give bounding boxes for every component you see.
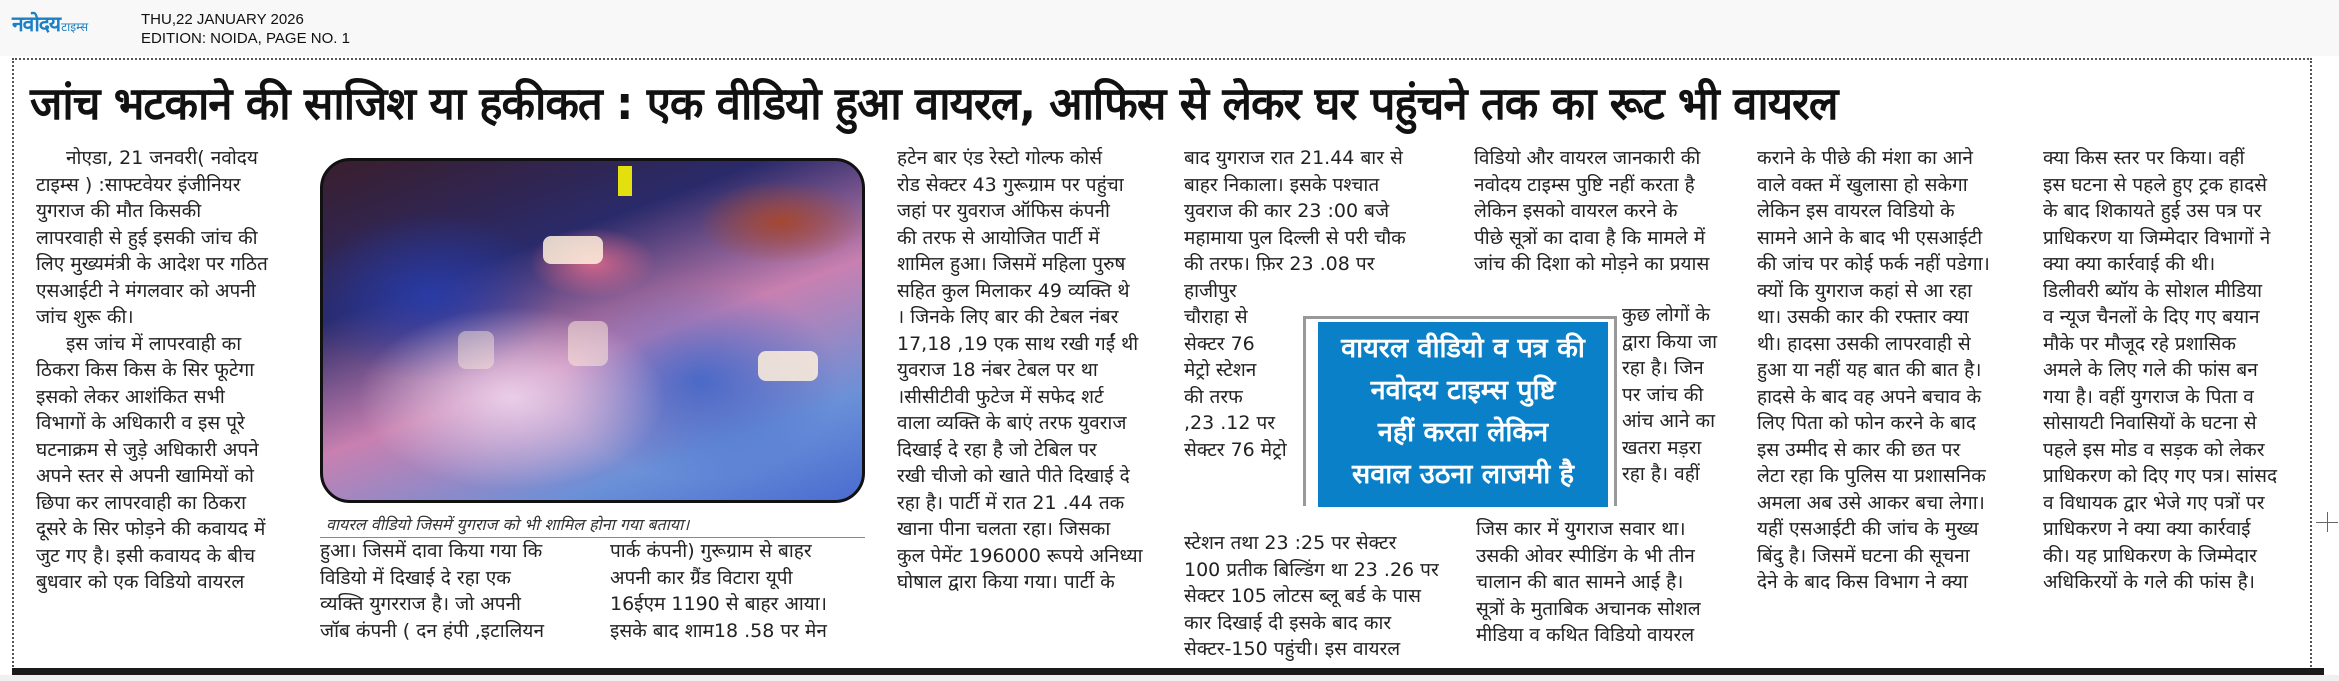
text-line: नवोदय टाइम्स पुष्टि नहीं करता है	[1474, 173, 1695, 196]
pullquote-line: सवाल उठना लाजमी है	[1351, 459, 1575, 490]
cctv-still-image	[320, 158, 865, 503]
text-line: बाद युगराज रात 21.44 बार से	[1184, 147, 1403, 169]
text-line: पार्क कंपनी) गुरूग्राम से बाहर	[610, 540, 812, 562]
text-line: पीछे सूत्रों का दावा है कि मामले में	[1474, 226, 1706, 249]
text-line: खतरा मड़रा	[1622, 436, 1702, 459]
text-line: एसआईटी ने मंगलवार को अपनी	[36, 279, 256, 302]
text-line: मौके पर मौजूद रहे प्रशासिक	[2043, 332, 2236, 355]
pullquote-line: वायरल वीडियो व पत्र की	[1341, 333, 1585, 364]
text-line: अपनी कार ग्रैंड विटारा यूपी	[610, 566, 793, 589]
text-line: जॉब कंपनी ( दन हंपी ,इटालियन	[320, 619, 544, 642]
text-line: नोएडा, 21 जनवरी( नवोदय	[66, 147, 258, 169]
article-column-2a	[320, 538, 590, 644]
text-line: सूत्रों के मुताबिक अचानक सोशल	[1476, 597, 1701, 620]
text-line: घटनाक्रम से जुड़े अधिकारी अपने	[36, 438, 259, 461]
text-line: ,23 .12 पर	[1184, 412, 1276, 434]
photo-caption: वायरल वीडियो जिसमें युगराज को भी शामिल होना गया बताया।	[320, 513, 865, 538]
text-line: की तरफ। फ़िर 23 .08 पर	[1184, 253, 1375, 275]
text-line: कार दिखाई दी इसके बाद कार	[1184, 611, 1392, 634]
text-line: विडियो और वायरल जानकारी की	[1474, 147, 1701, 169]
text-line: युगराज की मौत किसकी	[36, 200, 202, 222]
text-line: आंच आने का	[1622, 410, 1716, 432]
photo-object	[543, 236, 603, 264]
text-line: पहले इस मोड व सड़क को लेकर	[2043, 438, 2265, 461]
text-line: प्राधिकरण ने क्या क्या कार्रवाई	[2043, 518, 2251, 540]
article-column-6	[1757, 145, 2037, 596]
text-line: जांच शुरू की।	[36, 306, 134, 328]
text-line: पर जांच की	[1622, 383, 1704, 406]
pullquote-line: नहीं करता लेकिन	[1377, 417, 1549, 448]
text-line: यहीं एसआईटी की जांच के मुख्य	[1757, 518, 1979, 540]
text-line: चालान की बात सामने आई है।	[1476, 571, 1684, 593]
text-line: कराने के पीछे की मंशा का आने	[1757, 147, 1973, 169]
text-line: सेक्टर-150 पहुंची। इस वायरल	[1184, 638, 1401, 660]
text-line: जुट गए है। इसी कवायद के बीच	[36, 544, 256, 567]
text-line: दूसरे के सिर फोड़ने की कवायद में	[36, 518, 266, 540]
text-line: द्वारा किया जा	[1622, 330, 1718, 353]
text-line: वाला व्यक्ति के बाएं तरफ युवराज	[897, 412, 1127, 434]
pullquote-box	[1318, 322, 1608, 507]
logo-sub-text: टाइम्स	[61, 20, 89, 34]
text-line: विडियो में दिखाई दे रहा एक	[320, 566, 511, 589]
text-line: हाजीपुर	[1184, 279, 1237, 302]
newspaper-logo[interactable]	[12, 10, 88, 34]
text-line: क्यों कि युगराज कहां से आ रहा	[1757, 279, 1973, 302]
photo-object	[458, 331, 494, 369]
text-line: इस घटना से पहले हुए ट्रक हादसे	[2043, 173, 2267, 196]
photo-object	[758, 351, 818, 381]
text-line: बाहर निकाला। इसके पश्चात	[1184, 173, 1380, 196]
text-line: लिए मुख्यमंत्री के आदेश पर गठित	[36, 253, 268, 275]
article-column-2b	[610, 538, 870, 644]
text-line: अधिकिरयों के गले की फांस है।	[2043, 571, 2255, 593]
article-column-5	[1474, 145, 1744, 278]
text-line: 16ईएम 1190 से बाहर आया।	[610, 593, 827, 615]
text-line: रहा है। जिन	[1622, 357, 1704, 379]
pullquote-line: नवोदय टाइम्स पुष्टि	[1370, 375, 1556, 406]
text-line: लेकिन इस वायरल विडियो के	[1757, 200, 1955, 222]
text-line: सोसायटी निवासियों के घटना से	[2043, 412, 2257, 434]
text-line: प्राधिकरण या जिम्मेदार विभागों ने	[2043, 226, 2271, 249]
text-line: सेक्टर 76 मेट्रो	[1184, 438, 1287, 461]
text-line: कुछ लोगों के	[1622, 304, 1711, 326]
text-line: इसके बाद शाम18 .58 पर मेन	[610, 619, 827, 642]
text-line: गया है। वहीं युगराज के पिता व	[2043, 385, 2254, 408]
text-line: रहा है। पार्टी में रात 21 .44 तक	[897, 491, 1125, 514]
article-headline: जांच भटकाने की साजिश या हकीकत : एक वीडियो हुआ वायरल, आफिस से लेकर घर पहुंचने तक का रूट भी वायरल	[30, 77, 1838, 130]
text-line: अमला अब उसे आकर बचा लेगा।	[1757, 491, 1985, 514]
text-line: स्टेशन तथा 23 :25 पर सेक्टर	[1184, 532, 1397, 554]
text-line: । जिनके लिए बार की टेबल नंबर	[897, 306, 1119, 328]
article-column-7	[2043, 145, 2323, 596]
text-line: व विधायक द्वार भेजे गए पत्रों पर	[2043, 491, 2265, 514]
text-line: जिस कार में युगराज सवार था।	[1476, 518, 1686, 540]
text-line: विभागों के अधिकारी व इस पूरे	[36, 412, 245, 434]
text-line: की। यह प्राधिकरण के जिम्मेदार	[2043, 544, 2257, 567]
text-line: सहित कुल मिलाकर 49 व्यक्ति थे	[897, 279, 1130, 302]
text-line: व्यक्ति युगरराज है। जो अपनी	[320, 593, 521, 615]
article-column-1	[36, 145, 306, 596]
edition-info	[141, 10, 350, 48]
text-line: अमले के लिए गले की फांस बन	[2043, 359, 2258, 381]
article-photo[interactable]	[320, 158, 865, 503]
edition-date: THU,22 JANUARY 2026	[141, 11, 304, 28]
photo-object	[618, 166, 632, 196]
text-line: टाइम्स ) :साफ्टवेयर इंजीनियर	[36, 173, 241, 196]
epaper-header	[0, 0, 2339, 56]
text-line: युवराज की कार 23 :00 बजे	[1184, 200, 1390, 222]
text-line: छिपा कर लापरवाही का ठिकरा	[36, 491, 247, 514]
text-line: युवराज 18 नंबर टेबल पर था	[897, 359, 1098, 381]
crop-crosshair-icon	[2327, 512, 2328, 532]
text-line: इस उम्मीद से कार की छत पर	[1757, 438, 1961, 461]
article-column-5-bottom	[1476, 516, 1746, 649]
text-line: ।सीसीटीवी फुटेज में सफेद शर्ट	[897, 385, 1104, 408]
text-line: वाले वक्त में खुलासा हो सकेगा	[1757, 173, 1968, 196]
text-line: डिलीवरी ब्यॉय के सोशल मीडिया	[2043, 279, 2263, 302]
text-line: प्राधिकरण को दिए गए पत्र। सांसद	[2043, 465, 2278, 487]
text-line: रखी चीजो को खाते पीते दिखाई दे	[897, 465, 1130, 487]
text-line: सामने आने के बाद भी एसआईटी	[1757, 226, 1983, 249]
text-line: महामाया पुल दिल्ली से परी चौक	[1184, 226, 1406, 249]
text-line: व न्यूज चैनलों के दिए गए बयान	[2043, 306, 2260, 328]
text-line: देने के बाद किस विभाग ने क्या	[1757, 571, 1968, 593]
text-line: हादसे के बाद वह अपने बचाव के	[1757, 385, 1982, 408]
text-line: चौराहा से	[1184, 306, 1248, 328]
text-line: सेक्टर 105 लोटस ब्लू बर्ड के पास	[1184, 585, 1421, 607]
text-line: बुधवार को एक विडियो वायरल	[36, 571, 245, 593]
text-line: अपने स्तर से अपनी खामियों को	[36, 465, 254, 487]
text-line: हटेन बार एंड रेस्टो गोल्फ कोर्स	[897, 147, 1103, 169]
text-line: लेटा रहा कि पुलिस या प्रशासनिक	[1757, 465, 1986, 487]
text-line: थी। हादसा उसकी लापरवाही से	[1757, 332, 1971, 355]
edition-page: EDITION: NOIDA, PAGE NO. 1	[141, 30, 350, 47]
text-line: बिंदु है। जिसमें घटना की सूचना	[1757, 544, 1970, 567]
bottom-rule-divider	[12, 668, 2324, 675]
article-column-3	[897, 145, 1187, 596]
text-line: रहा है। वहीं	[1622, 463, 1700, 485]
article-column-4-bottom	[1184, 530, 1464, 663]
text-line: 17,18 ,19 एक साथ रखी गईं थी	[897, 332, 1139, 355]
text-line: ठिकरा किस किस के सिर फूटेगा	[36, 359, 255, 381]
text-line: सेक्टर 76	[1184, 332, 1255, 355]
text-line: जहां पर युवराज ऑफिस कंपनी	[897, 200, 1110, 222]
text-line: क्या किस स्तर पर किया। वहीं	[2043, 147, 2245, 169]
text-line: लिए पिता को फोन करने के बाद	[1757, 412, 1976, 434]
text-line: कुल पेमेंट 196000 रूपये अनिध्या	[897, 544, 1143, 567]
text-line: हुआ। जिसमें दावा किया गया कि	[320, 540, 543, 562]
text-line: के बाद शिकायते हुई उस पत्र पर	[2043, 200, 2262, 222]
text-line: लेकिन इसको वायरल करने के	[1474, 200, 1678, 222]
text-line: घोषाल द्वारा किया गया। पार्टी के	[897, 571, 1115, 593]
logo-main-text: नवोदय	[12, 12, 61, 36]
next-article-strip	[0, 675, 2339, 681]
text-line: शामिल हुआ। जिसमें महिला पुरुष	[897, 253, 1126, 275]
text-line: इसको लेकर आशंकित सभी	[36, 385, 225, 408]
text-line: मेट्रो स्टेशन	[1184, 359, 1257, 381]
text-line: था। उसकी कार की रफ्तार क्या	[1757, 306, 1969, 328]
text-line: मीडिया व कथित विडियो वायरल	[1476, 624, 1695, 646]
article-column-5-side	[1622, 302, 1752, 488]
photo-object	[568, 321, 608, 366]
text-line: जांच की दिशा को मोड़ने का प्रयास	[1474, 253, 1710, 275]
text-line: लापरवाही से हुई इसकी जांच की	[36, 226, 258, 249]
text-line: इस जांच में लापरवाही का	[66, 332, 242, 355]
text-line: क्या क्या कार्रवाई की थी।	[2043, 253, 2216, 275]
text-line: की तरफ	[1184, 385, 1243, 408]
text-line: की जांच पर कोई फर्क नहीं पडेगा।	[1757, 253, 1990, 275]
text-line: रोड सेक्टर 43 गुरूग्राम पर पहुंचा	[897, 173, 1124, 196]
text-line: हुआ या नहीं यह बात की बात है।	[1757, 359, 1982, 381]
text-line: दिखाई दे रहा है जो टेबिल पर	[897, 438, 1097, 461]
text-line: खाना पीना चलता रहा। जिसका	[897, 518, 1111, 540]
text-line: की तरफ से आयोजित पार्टी में	[897, 226, 1100, 249]
text-line: उसकी ओवर स्पीडिंग के भी तीन	[1476, 544, 1695, 567]
text-line: 100 प्रतीक बिल्डिंग था 23 .26 पर	[1184, 558, 1439, 581]
